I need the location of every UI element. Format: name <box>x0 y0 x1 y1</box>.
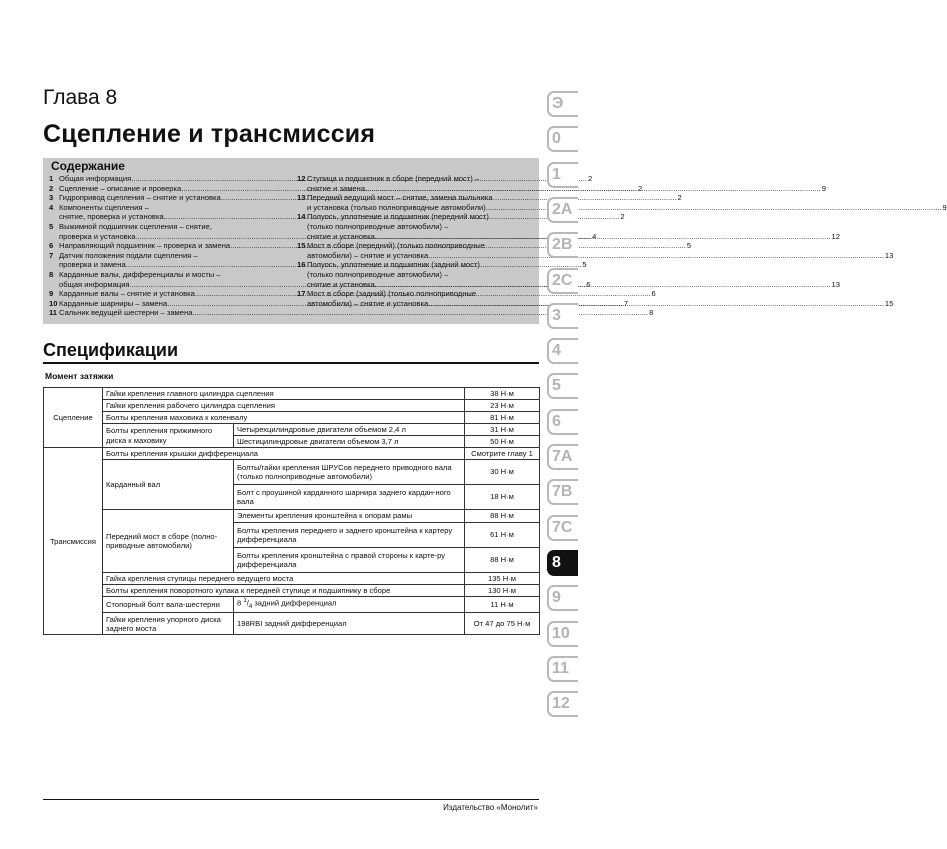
table-row <box>44 400 540 412</box>
spec-label: Болты крепления прижимного диска к маховику <box>103 424 234 448</box>
toc-item-number: 1 <box>49 174 54 183</box>
group-label-transmission: Трансмиссия <box>44 448 103 635</box>
toc-page-number: 6 <box>586 279 591 289</box>
toc-page-number: 12 <box>831 231 840 241</box>
toc-item-text: автомобили) – снятие и установка <box>307 250 429 260</box>
specifications-rule <box>43 362 539 364</box>
toc-item-number: 7 <box>49 250 54 260</box>
table-row <box>44 510 540 523</box>
toc-item-text: общая информация <box>59 279 130 289</box>
spec-label: Стопорный болт вала-шестерни <box>103 597 234 613</box>
toc-page-number: 13 <box>831 279 840 289</box>
chapter-tab[interactable]: 1 <box>547 162 578 188</box>
toc-item-number: 6 <box>49 241 54 251</box>
toc-page-number: 2 <box>637 183 643 193</box>
table-row <box>44 424 540 436</box>
toc-item-text: Сальник ведущей шестерни – замена <box>59 308 193 318</box>
spec-value: 61 Н·м <box>465 523 540 548</box>
chapter-tab[interactable]: 3 <box>547 303 578 329</box>
spec-label: Карданный вал <box>103 460 234 510</box>
toc-item-number: 5 <box>49 221 54 231</box>
fraction-whole: 8 <box>237 598 242 608</box>
toc-item-number: 2 <box>49 183 54 193</box>
spec-label: Болты крепления маховика к коленвалу <box>103 412 465 424</box>
chapter-tab[interactable]: 7A <box>547 444 578 470</box>
chapter-tab[interactable]: 4 <box>547 338 578 364</box>
fraction-slash: / <box>246 598 249 608</box>
fraction-denominator: 4 <box>248 604 253 611</box>
toc-page-number: 8 <box>649 308 654 318</box>
toc-page-number: 9 <box>942 202 947 212</box>
toc-item-text: Гидропривод сцепления – снятие и установка <box>59 193 221 203</box>
chapter-tab[interactable]: 5 <box>547 373 578 399</box>
fraction-suffix: задний дифференциал <box>252 598 337 608</box>
spec-value: 31 Н·м <box>465 424 540 436</box>
toc-item-text: Мост в сборе (передний) (только полноприводные <box>307 241 485 251</box>
toc-page-number: 13 <box>884 250 894 260</box>
toc-item-text: снятие и установка <box>307 231 375 241</box>
spec-value: 11 Н·м <box>465 597 540 613</box>
toc-page-number: 5 <box>582 260 587 270</box>
spec-label: Передний мост в сборе (полно-приводные автомобили) <box>103 510 234 573</box>
toc-page-number: 4 <box>592 231 597 241</box>
toc-item-text: Направляющий подшипник – проверка и замена <box>59 241 231 251</box>
toc-page-number: 2 <box>677 193 682 203</box>
spec-value: 23 Н·м <box>465 400 540 412</box>
footer-rule <box>43 799 539 800</box>
toc-item-text: Карданные валы – снятие и установка <box>59 289 195 299</box>
toc-item <box>297 174 827 193</box>
toc-item-text: проверка и установка <box>59 231 136 241</box>
chapter-label: Глава 8 <box>43 86 118 109</box>
toc-page-number: 9 <box>821 183 827 193</box>
toc-item-number: 4 <box>49 202 54 212</box>
toc-item-text: Общая информация <box>59 174 132 183</box>
spec-sublabel <box>234 597 465 613</box>
toc-page-number: 2 <box>620 212 625 222</box>
chapter-tab[interactable]: 12 <box>547 691 578 717</box>
spec-sublabel: 198RBI задний дифференциал <box>234 613 465 635</box>
toc-item-text: (только полноприводные автомобили) – <box>307 269 449 279</box>
spec-value: Смотрите главу 1 <box>465 448 540 460</box>
toc-page-number: 5 <box>686 241 692 251</box>
spec-value: От 47 до 75 Н·м <box>465 613 540 635</box>
toc-item-text: и установка (только полноприводные автомобили) <box>307 202 486 212</box>
toc-item-number: 16 <box>297 260 306 270</box>
spec-label: Гайки крепления упорного диска заднего моста <box>103 613 234 635</box>
toc-item-text: (только полноприводные автомобили) – <box>307 221 449 231</box>
spec-value: 38 Н·м <box>465 388 540 400</box>
toc-page-number: 6 <box>651 289 656 299</box>
toc-dot-leader <box>428 251 884 261</box>
fraction-numerator: 1 <box>243 598 247 604</box>
toc-item-text: снятие и замена <box>307 183 366 193</box>
chapter-tab[interactable]: 11 <box>547 656 578 682</box>
table-row <box>44 448 540 460</box>
toc-dot-leader <box>375 280 831 290</box>
toc-item-text: автомобили) – снятие и установка <box>307 298 429 308</box>
torque-table <box>43 387 540 635</box>
toc-item-number: 12 <box>297 174 306 183</box>
toc-page-number: 2 <box>587 174 593 183</box>
spec-sublabel: Элементы крепления кронштейна к опорам рамы <box>234 510 465 523</box>
toc-item-text: снятие, проверка и установка <box>59 212 164 222</box>
publisher-name: Издательство «Монолит» <box>443 803 538 812</box>
table-row <box>44 585 540 597</box>
toc-item-text: Сцепление – описание и проверка <box>59 183 182 193</box>
toc-item-number: 8 <box>49 269 54 279</box>
toc-page-number: 7 <box>623 298 629 308</box>
table-row <box>44 412 540 424</box>
toc-dot-leader <box>375 232 831 242</box>
table-row <box>44 460 540 485</box>
toc-dot-leader <box>192 308 648 318</box>
spec-value: 18 Н·м <box>465 485 540 510</box>
toc-item <box>297 289 894 308</box>
spec-value: 81 Н·м <box>465 412 540 424</box>
toc-item-text: Мост в сборе (задний) (только полноприводные <box>307 289 477 299</box>
table-row <box>44 597 540 613</box>
toc-item-text: Передний ведущий мост – снятие, замена пыльника <box>307 193 493 203</box>
toc-item-number: 13 <box>297 193 306 203</box>
toc-item-number: 14 <box>297 212 306 222</box>
toc-dot-leader <box>365 184 821 194</box>
chapter-title: Сцепление и трансмиссия <box>43 120 376 148</box>
spec-value: 30 Н·м <box>465 460 540 485</box>
spec-sublabel: Шестицилиндровые двигатели объемом 3,7 л <box>234 436 465 448</box>
toc-dot-leader <box>428 299 884 309</box>
table-row <box>44 573 540 585</box>
toc-item-number: 9 <box>49 289 54 299</box>
toc-item-text: Датчик положения подали сцепления – <box>59 250 198 260</box>
chapter-tab[interactable]: 10 <box>547 621 578 647</box>
spec-value: 135 Н·м <box>465 573 540 585</box>
toc-item-text: Полуось, уплотнение и подшипник (передний мост) <box>307 212 489 222</box>
spec-value: 50 Н·м <box>465 436 540 448</box>
chapter-tab[interactable]: Э <box>547 91 578 117</box>
spec-label: Гайка крепления ступицы переднего ведущего моста <box>103 573 465 585</box>
toc-item-number: 3 <box>49 193 54 203</box>
toc-item-text: Карданные валы, дифференциалы и мосты – <box>59 269 221 279</box>
toc-item-number: 11 <box>49 308 58 318</box>
spec-value: 88 Н·м <box>465 510 540 523</box>
chapter-tab[interactable]: 2A <box>547 197 578 223</box>
chapter-tab[interactable]: 6 <box>547 409 578 435</box>
spec-sublabel: Четырехцилиндровые двигатели объемом 2,4 л <box>234 424 465 436</box>
spec-sublabel: Болты/гайки крепления ШРУСов переднего приводного вала (только полноприводные автомобили) <box>234 460 465 485</box>
group-label-clutch: Сцепление <box>44 388 103 448</box>
spec-sublabel: Болты крепления переднего и заднего кронштейна к картеру дифференциала <box>234 523 465 548</box>
spec-label: Болты крепления поворотного кулака к передней ступице и подшипнику в сборе <box>103 585 465 597</box>
table-row <box>44 613 540 635</box>
chapter-tab[interactable]: 8 <box>547 550 578 576</box>
toc-item-text: проверка и замена <box>59 260 126 270</box>
chapter-tab[interactable]: 2B <box>547 232 578 258</box>
toc-item-text: снятие и установка <box>307 279 375 289</box>
spec-label: Гайки крепления главного цилиндра сцепления <box>103 388 465 400</box>
spec-label: Болты крепления крышки дифференциала <box>103 448 465 460</box>
spec-value: 130 Н·м <box>465 585 540 597</box>
toc-page-number: 15 <box>884 298 894 308</box>
chapter-tab[interactable]: 2C <box>547 268 578 294</box>
toc-item-text: Компоненты сцепления – <box>59 202 149 212</box>
toc-item <box>297 212 840 241</box>
spec-sublabel: Болт с проушиной карданного шарнира заднего кардан-ного вала <box>234 485 465 510</box>
spec-sublabel: Болты крепления кронштейна с правой стороны к карте-ру дифференциала <box>234 548 465 573</box>
chapter-tab[interactable]: 0 <box>547 126 578 152</box>
chapter-tab[interactable]: 9 <box>547 585 578 611</box>
specifications-title: Спецификации <box>43 340 179 360</box>
table-row <box>44 388 540 400</box>
toc-item <box>49 308 654 318</box>
toc-item-number: 10 <box>49 298 58 308</box>
torque-title: Момент затяжки <box>45 371 114 381</box>
toc-item-text: Карданные шарниры – замена <box>59 298 168 308</box>
toc-item-text: Ступица и подшипник в сборе (передний мост) – <box>307 174 480 183</box>
toc-item-text: Выжимной подшипник сцепления – снятие, <box>59 221 212 231</box>
spec-label: Гайки крепления рабочего цилиндра сцепления <box>103 400 465 412</box>
chapter-tab[interactable]: 7C <box>547 515 578 541</box>
toc-item-number: 15 <box>297 241 306 251</box>
contents-title: Содержание <box>51 159 125 173</box>
chapter-tab[interactable]: 7B <box>547 479 578 505</box>
toc-item-text: Полуось, уплотнение и подшипник (задний мост) <box>307 260 480 270</box>
toc-item-number: 17 <box>297 289 306 299</box>
spec-value: 88 Н·м <box>465 548 540 573</box>
